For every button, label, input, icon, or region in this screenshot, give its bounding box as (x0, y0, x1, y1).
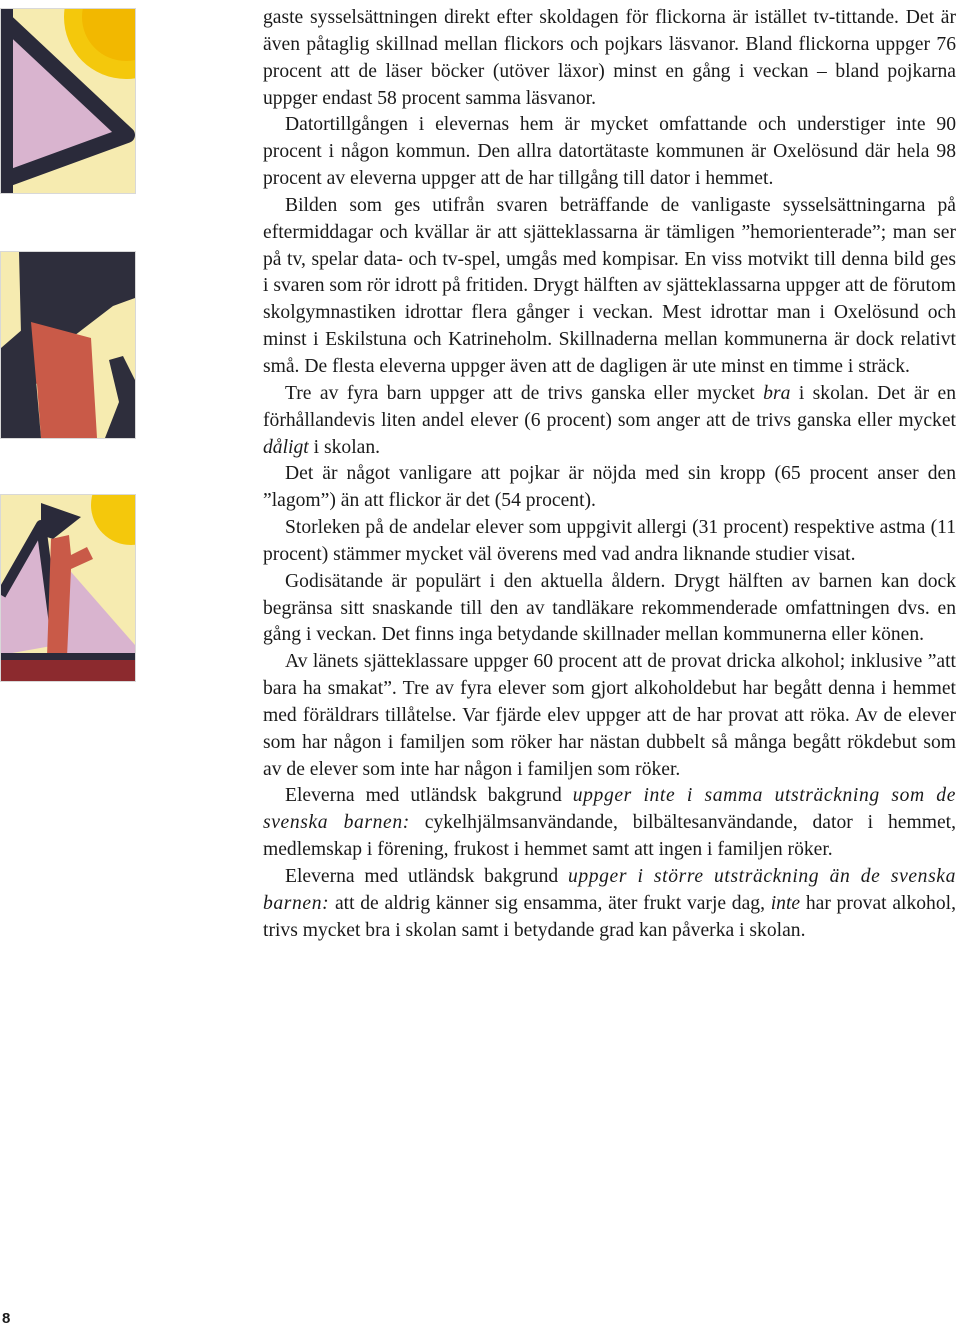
drawing-2-svg (1, 252, 135, 438)
paragraph-alcohol-smoking: Av länets sjätteklassare uppger 60 procent att de provat dricka alkohol; inklusive ”att bara ha smakat”. Tre av fyra elever som gjort alkoholdebut har begått denna i hemmet med föräldrars tillåtelse. Var fjärde elev uppger att de har provat att röka. Av de elever som har någon i familjen som röker har nästan dubbelt så många begått rökdebut som av de elever som inte har någon i familjen som röker. (263, 651, 956, 780)
drawing-3-svg (1, 495, 135, 681)
paragraph-computer-access: Datortillgången i elevernas hem är mycket omfattande och understiger inte 90 procent i någon kommun. Den allra datortätaste kommunen är Oxelösund där hela 98 procent av eleverna uppger att de har tillgång till dator i hemmet. (263, 114, 956, 190)
paragraph-afternoon-activities: Bilden som ges utifrån svaren beträffande de vanligaste sysselsättningarna på eftermiddagar och kvällar är att sjätteklassarna är tämligen ”hemorienterade”; man ser på tv, spelar data- och tv-spel, umgås med kompisar. En viss motvikt till denna bild ges i svaren som rör idrott på fritiden. Drygt hälften av sjätteklassarna uppger att de förutom skolgymnastiken idrottar flera gånger i veckan. Mest idrottar man i Oxelösund och minst i Eskilstuna och Katrineholm. Skillnaderna mellan kommunerna är dock relativt små. De flesta eleverna uppger även att de dagligen är ute minst en timme i sträck. (263, 194, 956, 377)
paragraph-candy-consumption: Godisätande är populärt i den aktuella åldern. Drygt hälften av barnen kan dock begränsa sitt snaskande till den av tandläkare rekommenderade omfattningen dvs. en gång i veckan. Det finns inga betydande skillnader mellan kommunerna eller könen. (263, 570, 956, 646)
paragraph-leisure-and-reading: gaste sysselsättningen direkt efter skoldagen för flickorna är istället tv-tittande. Det är även påtaglig skillnad mellan flickors och pojkars läsvanor. Bland flickorna uppger 76 procent att de läser böcker (utöver läxor) minst en gång i veckan – bland pojkarna uppger endast 58 procent samma läsvanor. (263, 7, 956, 109)
text-run: att de aldrig känner sig ensamma, äter frukt varje dag, (329, 892, 771, 914)
paragraph-school-wellbeing (263, 381, 956, 462)
mast-edge-shape (1, 9, 13, 193)
pink-sail-boat-drawing (0, 494, 136, 682)
text-run: i skolan. (308, 436, 381, 458)
emphasis-bra: bra (763, 382, 791, 404)
emphasis-inte: inte (770, 892, 801, 914)
dark-sail-and-red-mast-drawing (0, 251, 136, 439)
sun-and-pink-sail-drawing (0, 8, 136, 194)
text-run: Eleverna med utländsk bakgrund (285, 785, 573, 807)
emphasis-greater-extent: uppger i större utsträckning än de svenska barnen: (263, 866, 956, 914)
text-run: Eleverna med utländsk bakgrund (285, 866, 568, 887)
body-text (263, 5, 956, 945)
page-number: 8 (2, 1310, 11, 1327)
deck-line-shape (1, 653, 135, 660)
text-run: cykelhjälmsanvändande, bilbältesanvändande, dator i hemmet, medlemskap i förening, frukost i hemmet samt att ingen i familjen röker. (263, 812, 956, 861)
text-run: i skolan. Det är en förhållandevis liten andel elever (6 procent) som anger att de trivs ganska eller mycket (263, 382, 956, 431)
emphasis-daligt: dåligt (263, 436, 309, 458)
text-run: har provat alkohol, trivs mycket bra i skolan samt i betydande grad kan påverka i skolan. (263, 892, 956, 941)
paragraph-allergy-asthma: Storleken på de andelar elever som uppgivit allergi (31 procent) respektive astma (11 procent) stämmer mycket väl överens med vad andra liknande studier visat. (263, 517, 956, 565)
emphasis-less-extent: uppger inte i samma utsträckning som de svenska barnen: (263, 785, 956, 834)
drawing-1-svg (1, 9, 135, 193)
paragraph-body-image: Det är något vanligare att pojkar är nöjda med sin kropp (65 procent anser den ”lagom”) än att flickor är det (54 procent). (263, 463, 956, 512)
text-run: Tre av fyra barn uppger att de trivs ganska eller mycket (285, 382, 764, 404)
paragraph-foreign-background-less (263, 783, 956, 864)
paragraph-foreign-background-more (263, 864, 956, 945)
